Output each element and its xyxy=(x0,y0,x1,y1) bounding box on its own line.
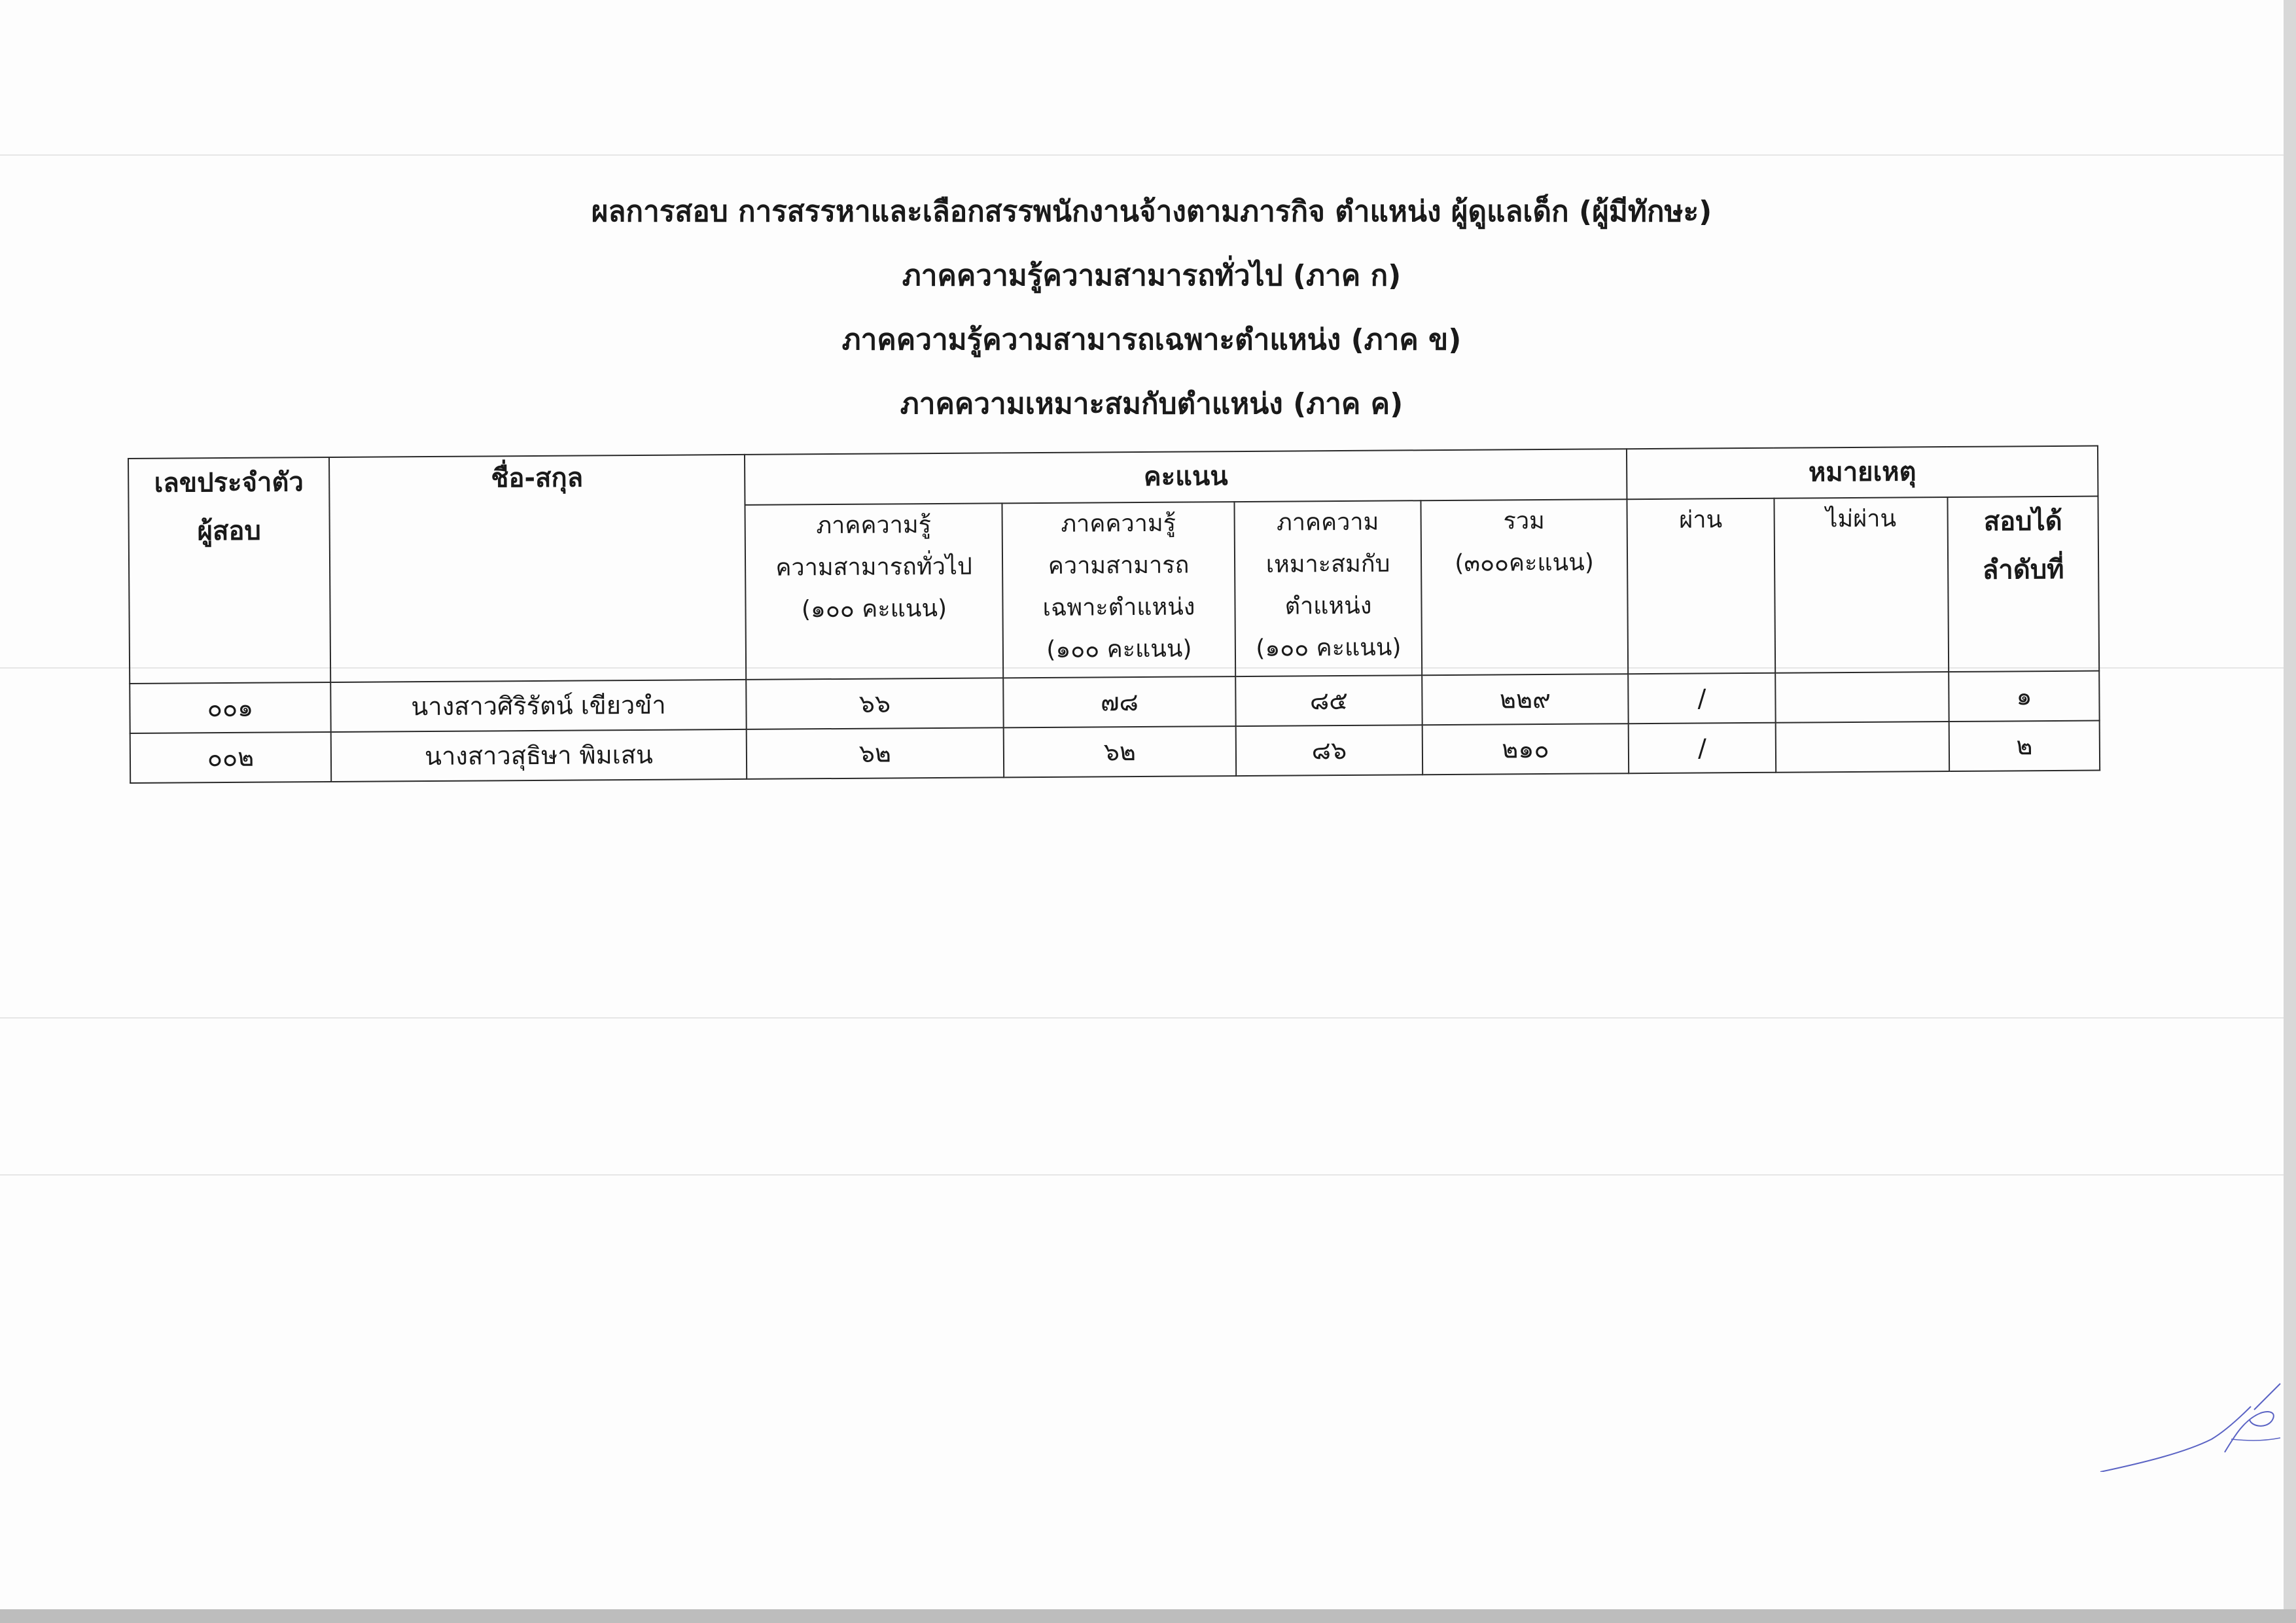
header-score-part-b-label: ภาคความรู้ ความสามารถ เฉพาะตำแหน่ง (๑๐๐ คะแนน) xyxy=(1042,510,1195,663)
header-pass xyxy=(1627,498,1775,674)
rank-cell: ๒ xyxy=(1949,721,2100,771)
header-scores-group xyxy=(745,449,1627,505)
header-fail xyxy=(1774,497,1949,673)
header-candidate-id-label: เลขประจำตัว ผู้สอบ xyxy=(154,467,304,547)
scan-bottom-edge xyxy=(0,1609,2296,1623)
header-score-total-label: รวม (๓๐๐คะแนน) xyxy=(1455,508,1594,577)
header-remarks-label: หมายเหตุ xyxy=(1808,457,1916,488)
scan-artifact-line xyxy=(0,1174,2284,1176)
score-b-cell: ๖๒ xyxy=(1004,726,1236,777)
header-remarks-group xyxy=(1627,446,2098,500)
document-title: ผลการสอบ การสรรหาและเลือกสรรพนักงานจ้างตามภารกิจ ตำแหน่ง ผู้ดูแลเด็ก (ผู้มีทักษะ) xyxy=(591,195,1712,228)
signature-mark xyxy=(2094,1374,2284,1472)
score-a-cell: ๖๒ xyxy=(747,727,1004,779)
header-scores-label: คะแนน xyxy=(1143,461,1228,492)
score-total-cell: ๒๑๐ xyxy=(1422,724,1629,775)
rank-cell: ๑ xyxy=(1949,671,2100,722)
score-c-cell: ๘๕ xyxy=(1235,675,1422,726)
candidate-id-cell: ๐๐๑ xyxy=(130,682,330,733)
scan-artifact-line xyxy=(0,1017,2284,1019)
candidate-id-cell: ๐๐๒ xyxy=(130,732,331,783)
score-total-cell: ๒๒๙ xyxy=(1422,674,1629,725)
fail-mark-cell xyxy=(1775,672,1949,723)
header-full-name-label: ชื่อ-สกุล xyxy=(491,462,584,494)
score-c-cell: ๘๖ xyxy=(1236,725,1422,776)
candidate-name-cell: นางสาวศิริรัตน์ เขียวขำ xyxy=(330,680,746,732)
fail-mark-cell xyxy=(1776,722,1949,773)
document-title-block xyxy=(393,180,1911,436)
header-candidate-id xyxy=(128,457,330,684)
score-b-cell: ๗๘ xyxy=(1003,676,1235,727)
section-b-title: ภาคความรู้ความสามารถเฉพาะตำแหน่ง (ภาค ข) xyxy=(841,323,1462,357)
header-score-part-a-label: ภาคความรู้ ความสามารถทั่วไป (๑๐๐ คะแนน) xyxy=(775,512,972,623)
pass-mark-cell: / xyxy=(1629,723,1776,773)
header-full-name xyxy=(329,455,746,682)
header-rank-label: สอบได้ ลำดับที่ xyxy=(1982,506,2064,585)
header-score-part-b xyxy=(1002,502,1235,678)
header-score-part-a xyxy=(745,503,1003,680)
score-a-cell: ๖๖ xyxy=(746,678,1003,729)
section-a-title: ภาคความรู้ความสามารถทั่วไป (ภาค ก) xyxy=(902,259,1402,292)
header-fail-label: ไม่ผ่าน xyxy=(1826,505,1897,533)
section-c-title: ภาคความเหมาะสมกับตำแหน่ง (ภาค ค) xyxy=(900,387,1404,421)
header-score-part-c xyxy=(1234,500,1422,676)
header-score-total xyxy=(1421,499,1628,675)
header-pass-label: ผ่าน xyxy=(1679,506,1723,534)
pass-mark-cell: / xyxy=(1628,673,1775,724)
candidate-name-cell: นางสาวสุธิษา พิมเสน xyxy=(331,729,747,782)
header-rank xyxy=(1947,497,2099,672)
header-score-part-c-label: ภาคความ เหมาะสมกับ ตำแหน่ง (๑๐๐ คะแนน) xyxy=(1256,508,1402,662)
scan-artifact-line xyxy=(0,154,2284,156)
exam-results-table xyxy=(128,445,2100,784)
scan-right-edge xyxy=(2284,0,2296,1623)
